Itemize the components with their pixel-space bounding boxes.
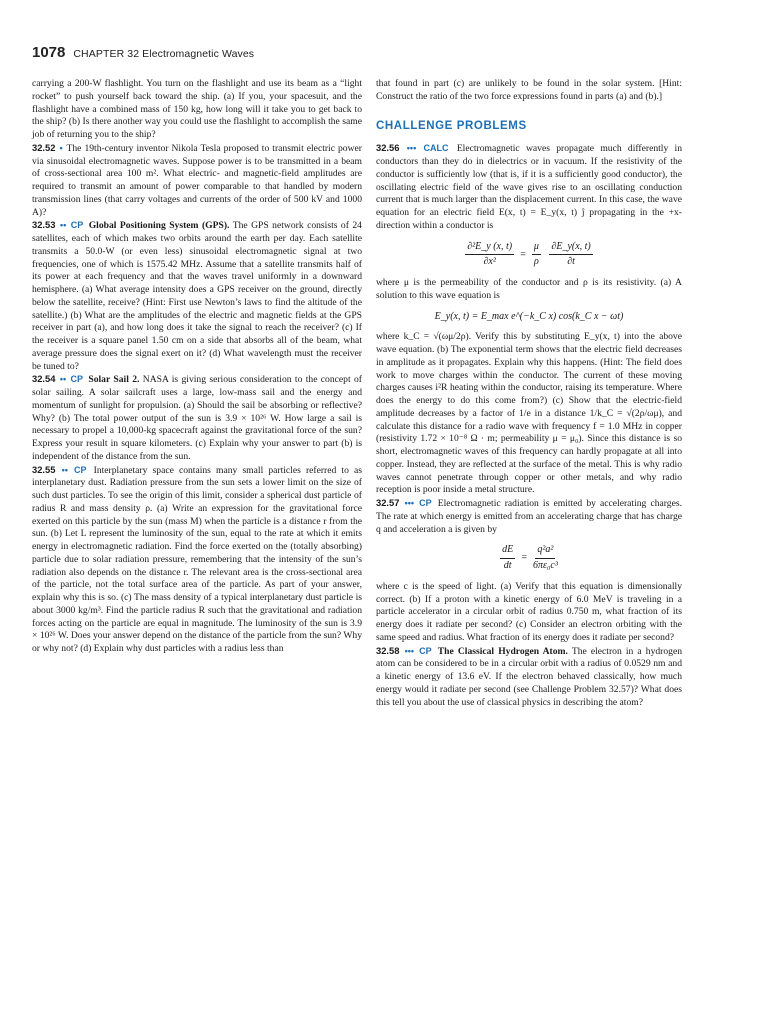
- problem-32-54: [32, 373, 362, 463]
- problem-32-57: [376, 497, 682, 536]
- problem-title: The Classical Hydrogen Atom.: [437, 645, 568, 657]
- difficulty-dots: ••: [59, 220, 67, 231]
- left-column: [32, 78, 362, 656]
- difficulty-dots: •••: [404, 645, 415, 656]
- numerator: ∂E_y(x, t): [549, 241, 592, 256]
- wave-solution-equation: E_y(x, t) = E_max e^(−k_C x) cos(k_C x − ωt): [434, 310, 624, 322]
- problem-title: Global Positioning System (GPS).: [88, 220, 230, 232]
- denominator: ∂t: [567, 256, 575, 268]
- difficulty-dots: ••: [61, 464, 68, 475]
- cp-tag: CP: [74, 464, 87, 475]
- problem-title: Solar Sail 2.: [88, 374, 140, 386]
- problem-number: 32.55: [32, 463, 56, 475]
- problem-text: Interplanetary space contains many small particles referred to as interplanetary dust. Radiation pressure from the sun sets a lower limit on the size of such dust particles. To see the origin of this limit, consider a spherical dust particle of radius R and mass density ρ. (a) Write an expression for the gravitational force exerted on this particle by the sun (mass M) when the particle is a distance r from the sun. (b) Let L represent the luminosity of the sun, equal to the rate at which it emits energy in electromagnetic radiation. Find the force exerted on the (totally absorbing) particle due to solar radiation pressure, remembering that the intensity of the sun’s radiation also depends on the distance r. The relevant area is the cross-sectional area of the particle, not the total surface area of the particle. As part of your answer, explain why this is so. (c) The mass density of a typical interplanetary dust particle is about 3000 kg/m³. Find the particle radius R such that the gravitational and radiation forces acting on the particle are equal in magnitude. The luminosity of the sun is 3.9 × 10²⁶ W. Does your answer depend on the distance of the particle from the sun? Why or why not? (d) Explain why dust particles with a radius less than: [32, 464, 362, 654]
- equals-sign: =: [520, 552, 528, 564]
- larmor-equation: [376, 544, 682, 573]
- problem-text: where k_C = √(ωμ/2ρ). Verify this by substituting E_y(x, t) into the above wave equation. (b) The exponential term shows that the electric field decreases in amplitude as it propagates. Explain why this happens. (Hint: The field does work to move charges within the conductor. The current of these moving charges causes i²R heating within the conductor, raising its temperature. Where does the energy to do this come from?) (c) Show that the electric-field amplitude decreases by a factor of 1/e in a distance 1/k_C = √(2ρ/ωμ), and calculate this distance for a radio wave with frequency f = 1.0 MHz in copper (resistivity 1.72 × 10⁻⁸ Ω · m; permeability μ = μ₀). Since this distance is so short, electromagnetic waves of this frequency can hardly propagate at all into copper. Instead, they are reflected at the surface of the metal. This is why radio waves cannot penetrate through copper or other metals, and why radio reception is poor inside a metal structure.: [376, 331, 682, 496]
- problem-text: The 19th-century inventor Nikola Tesla proposed to transmit electric power via sinusoidal electromagnetic waves. Suppose power is to be transmitted in a beam of cross-sectional area 100 m². What electric- and magnetic-field amplitudes are required to transmit an amount of power comparable to that handled by modern transmission lines (that carry voltages and currents of the order of 500 kV and 1000 A)?: [32, 142, 362, 218]
- fraction: [500, 544, 515, 573]
- problem-text: where c is the speed of light. (a) Verify that this equation is dimensionally correct. (b) If a proton with a kinetic energy of 6.0 MeV is traveling in a particle accelerator in a circular orbit of radius 0.750 m, what fraction of its energy does it radiate per second? (c) Consider an electron orbiting with the same speed and radius. What fraction of its energy does it radiate per second?: [376, 580, 682, 643]
- problem-text: Electromagnetic radiation is emitted by accelerating charges. The rate at which energy is emitted from an accelerating charge that has charge q and acceleration a is given by: [376, 498, 682, 535]
- problem-continuation: carrying a 200-W flashlight. You turn on the flashlight and use its beam as a “light rocket” to push yourself back toward the ship. (a) If you, your spacesuit, and the flashlight have a combined mass of 150 kg, how long will it take you to get back to the ship? (b) Is there another way you could use the flashlight to accomplish the same job of returning you to the ship?: [32, 78, 362, 140]
- fraction: [533, 544, 558, 573]
- fraction: [465, 241, 514, 270]
- equals-sign: =: [519, 249, 527, 261]
- numerator: dE: [500, 544, 515, 559]
- problem-32-55: [32, 464, 362, 656]
- problem-text: The electron in a hydrogen atom can be considered to be in a circular orbit with a radius of 0.0529 nm and a kinetic energy of 13.6 eV. If the electron behaved classically, how much energy would it radiate per second (see Challenge Problem 32.57)? What does this tell you about the use of classical physics in describing the atom?: [376, 645, 683, 708]
- denominator: ∂x²: [483, 256, 496, 268]
- fraction: [532, 241, 541, 270]
- problem-text: Electromagnetic waves propagate much differently in conductors than they do in dielectrics or in vacuum. If the resistivity of the conductor is sufficiently low (that is, if it is a sufficiently good conductor), the oscillating electric field of the wave gives rise to an oscillating conduction current that is much larger than the displacement current. In this case, the wave equation for an electric field E(x, t) = E_y(x, t) ĵ propagating in the +x-direction within a conductor is: [376, 143, 682, 231]
- numerator: q²a²: [535, 544, 555, 559]
- calc-tag: CALC: [423, 143, 449, 154]
- numerator: μ: [532, 241, 541, 256]
- problem-number: 32.53: [32, 219, 56, 231]
- fraction: [549, 241, 592, 270]
- section-heading: CHALLENGE PROBLEMS: [376, 119, 527, 132]
- problem-number: 32.57: [376, 497, 400, 508]
- difficulty-dots: ••: [59, 374, 67, 385]
- denominator: ρ: [533, 256, 539, 268]
- difficulty-dots: •••: [404, 498, 415, 508]
- problem-32-56: [376, 142, 682, 232]
- problem-32-58: [376, 645, 682, 710]
- problem-number: 32.58: [376, 644, 400, 656]
- chapter-title: CHAPTER 32 Electromagnetic Waves: [73, 48, 255, 60]
- denominator: dt: [503, 560, 512, 571]
- numerator: ∂²E_y (x, t): [465, 241, 514, 256]
- problem-number: 32.56: [376, 142, 400, 154]
- problem-number: 32.54: [32, 373, 56, 385]
- problem-32-52: [32, 142, 362, 220]
- difficulty-dots: •: [59, 142, 63, 153]
- page-number: 1078: [32, 44, 66, 61]
- problem-number: 32.52: [32, 141, 56, 153]
- problem-text: The GPS network consists of 24 satellites, each of which makes two orbits around the earth per day. Each satellite transmits a 50.0-W (or even less) sinusoidal electromagnetic signal at two frequencies, one of which is 1575.42 MHz. Assume that a satellite transmits half of its power at each frequency and that the waves travel uniformly in a downward hemisphere. (a) What average intensity does a GPS receiver on the ground, directly below the satellite, receive? (Hint: First use Newton’s laws to find the altitude of the satellite.) (b) What are the amplitudes of the electric and magnetic fields at the GPS receiver in part (a), and how long does it take the signal to reach the receiver? (c) If the receiver is a square panel 1.50 cm on a side that absorbs all of the beam, what average pressure does the signal exert on it? (d) What wavelength must the receiver be tuned to?: [32, 220, 362, 372]
- problem-text: NASA is giving serious consideration to the concept of solar sailing. A solar sailcraft uses a large, low-mass sail and the energy and momentum of sunlight for propulsion. (a) Should the sail be absorbing or reflective? Why? (b) The total power output of the sun is 3.9 × 10²⁶ W. How large a sail is necessary to propel a 10,000-kg spacecraft against the gravitational force of the sun? Express your result in square kilometers. (c) Explain why your answer to part (b) is independent of the distance from the sun.: [32, 374, 362, 462]
- cp-tag: CP: [419, 498, 432, 508]
- problem-32-53: [32, 219, 362, 373]
- problem-continuation: that found in part (c) are unlikely to be found in the solar system. [Hint: Construct the ratio of the two force expressions found in parts (a) and (b).]: [376, 78, 682, 102]
- running-header: [32, 44, 254, 61]
- cp-tag: CP: [70, 374, 84, 385]
- wave-equation: [376, 241, 682, 270]
- cp-tag: CP: [70, 220, 84, 231]
- problem-text: where μ is the permeability of the conductor and ρ is its resistivity. (a) A solution to this wave equation is: [376, 277, 682, 301]
- right-column: [376, 78, 682, 709]
- denominator: 6πε₀c³: [532, 560, 558, 571]
- difficulty-dots: •••: [406, 143, 417, 154]
- cp-tag: CP: [419, 645, 432, 656]
